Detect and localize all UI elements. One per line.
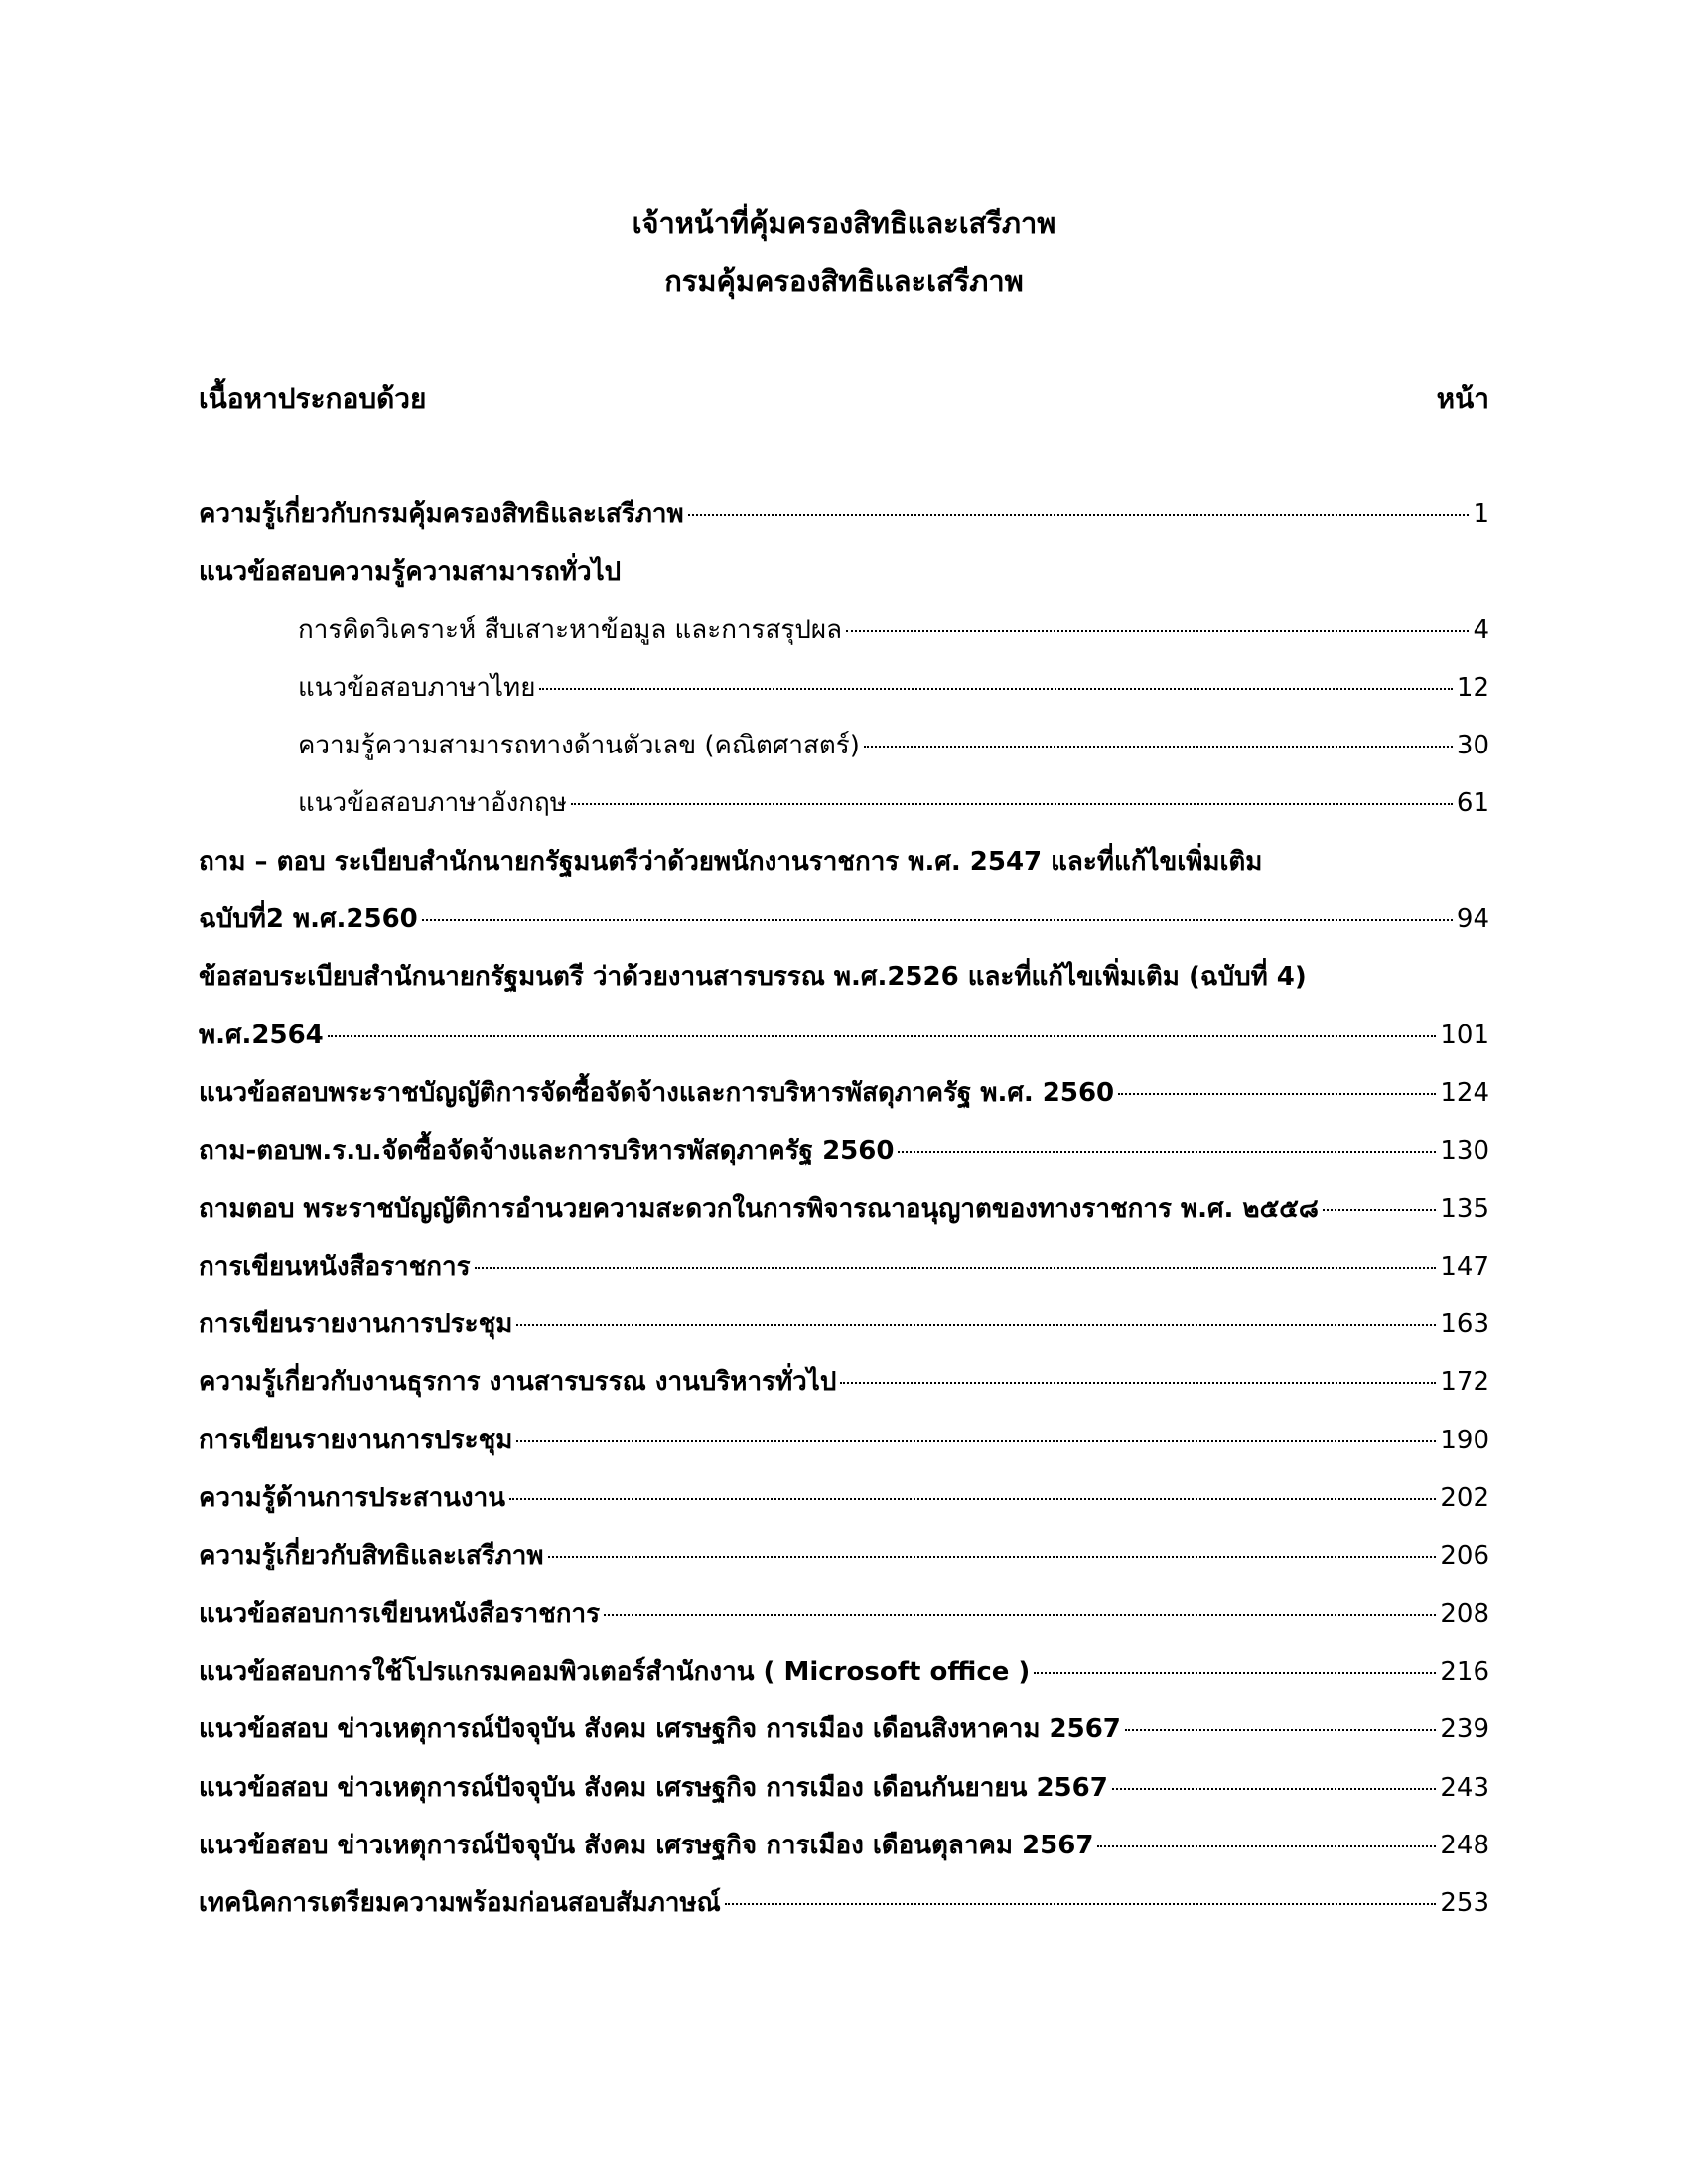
dot-leader (475, 1267, 1437, 1269)
toc-entry[interactable] (199, 611, 1489, 668)
toc-entry-label: ความรู้เกี่ยวกับงานธุรการ งานสารบรรณ งานบริหารทั่วไป (199, 1367, 837, 1398)
toc-entry-label: แนวข้อสอบพระราชบัญญัติการจัดซื้อจัดจ้างและการบริหารพัสดุภาครัฐ พ.ศ. 2560 (199, 1077, 1115, 1108)
toc-entry[interactable] (199, 1594, 1489, 1652)
toc-entry-label: การเขียนหนังสือราชการ (199, 1251, 471, 1282)
toc-entry-page-number: 101 (1440, 1020, 1489, 1050)
toc-entry-page-number: 243 (1440, 1772, 1489, 1803)
toc-entry-page-number: 190 (1440, 1425, 1489, 1455)
toc-entry-label: การเขียนรายงานการประชุม (199, 1309, 513, 1340)
toc-entry-label: ความรู้เกี่ยวกับสิทธิและเสรีภาพ (199, 1541, 544, 1571)
toc-entry-label: ความรู้เกี่ยวกับกรมคุ้มครองสิทธิและเสรีภาพ (199, 499, 684, 529)
dot-leader (1112, 1788, 1437, 1790)
table-of-contents (199, 494, 1489, 1941)
toc-entry-page-number: 130 (1440, 1136, 1489, 1166)
toc-entry-page-number: 94 (1456, 904, 1489, 935)
toc-entry[interactable] (199, 1073, 1489, 1131)
dot-leader (1097, 1845, 1436, 1847)
toc-entry-label: เทคนิคการเตรียมความพร้อมก่อนสอบสัมภาษณ์ (199, 1888, 721, 1919)
dot-leader (571, 803, 1453, 805)
toc-entry-label: ถาม-ตอบพ.ร.บ.จัดซื้อจัดจ้างและการบริหารพัสดุภาครัฐ 2560 (199, 1136, 895, 1166)
toc-entry-label: พ.ศ.2564 (199, 1020, 324, 1050)
toc-entry-label: แนวข้อสอบการเขียนหนังสือราชการ (199, 1598, 601, 1629)
toc-entry-page-number: 12 (1456, 672, 1489, 703)
toc-entry-label: แนวข้อสอบการใช้โปรแกรมคอมพิวเตอร์สำนักงาน ( Microsoft office ) (199, 1656, 1031, 1687)
toc-entry-page-number: 208 (1440, 1598, 1489, 1629)
toc-entry[interactable] (199, 1826, 1489, 1883)
toc-entry[interactable] (199, 842, 1489, 899)
dot-leader (1034, 1672, 1436, 1674)
toc-entry[interactable] (199, 899, 1489, 957)
toc-entry[interactable] (199, 1421, 1489, 1478)
toc-entry[interactable] (199, 957, 1489, 1015)
dot-leader (548, 1556, 1437, 1558)
toc-entry[interactable] (199, 1304, 1489, 1362)
document-subtitle: กรมคุ้มครองสิทธิและเสรีภาพ (664, 264, 1024, 298)
toc-entry-page-number: 1 (1473, 499, 1489, 529)
dot-leader (840, 1382, 1436, 1384)
toc-entry[interactable] (199, 1709, 1489, 1767)
toc-entry[interactable] (199, 1247, 1489, 1304)
toc-entry-label: แนวข้อสอบความรู้ความสามารถทั่วไป (199, 557, 622, 588)
toc-entry-page-number: 239 (1440, 1714, 1489, 1745)
toc-entry-label: ความรู้ด้านการประสานงาน (199, 1483, 506, 1514)
dot-leader (516, 1324, 1436, 1326)
toc-entry[interactable] (199, 1768, 1489, 1826)
toc-entry[interactable] (199, 1189, 1489, 1247)
dot-leader (516, 1440, 1436, 1442)
toc-entry[interactable] (199, 783, 1489, 841)
toc-entry-page-number: 61 (1456, 788, 1489, 819)
toc-entry-page-number: 4 (1473, 614, 1489, 645)
dot-leader (509, 1498, 1436, 1500)
toc-entry-label: แนวข้อสอบภาษาอังกฤษ (298, 788, 567, 819)
toc-entry-label: ข้อสอบระเบียบสำนักนายกรัฐมนตรี ว่าด้วยงานสารบรรณ พ.ศ.2526 และที่แก้ไขเพิ่มเติม (ฉบับที่ 4) (199, 962, 1307, 993)
dot-leader (898, 1151, 1436, 1153)
dot-leader (328, 1035, 1437, 1037)
toc-entry[interactable] (199, 1652, 1489, 1709)
toc-entry-label: ถาม – ตอบ ระเบียบสำนักนายกรัฐมนตรีว่าด้วยพนักงานราชการ พ.ศ. 2547 และที่แก้ไขเพิ่มเติม (199, 846, 1263, 877)
toc-entry-label: การเขียนรายงานการประชุม (199, 1425, 513, 1455)
toc-entry-label: แนวข้อสอบ ข่าวเหตุการณ์ปัจจุบัน สังคม เศรษฐกิจ การเมือง เดือนสิงหาคาม 2567 (199, 1714, 1121, 1745)
toc-entry-page-number: 30 (1456, 731, 1489, 761)
dot-leader (1118, 1093, 1436, 1095)
toc-entry[interactable] (199, 1362, 1489, 1420)
contents-heading: เนื้อหาประกอบด้วย (199, 382, 427, 415)
toc-entry-page-number: 206 (1440, 1541, 1489, 1571)
toc-entry[interactable] (199, 1478, 1489, 1536)
toc-entry-page-number: 202 (1440, 1483, 1489, 1514)
toc-entry-page-number: 253 (1440, 1888, 1489, 1919)
toc-entry-label: แนวข้อสอบ ข่าวเหตุการณ์ปัจจุบัน สังคม เศรษฐกิจ การเมือง เดือนกันยายน 2567 (199, 1772, 1108, 1803)
toc-entry[interactable] (199, 1016, 1489, 1073)
toc-entry-label: แนวข้อสอบ ข่าวเหตุการณ์ปัจจุบัน สังคม เศรษฐกิจ การเมือง เดือนตุลาคม 2567 (199, 1830, 1094, 1860)
dot-leader (688, 514, 1470, 516)
toc-entry-page-number: 147 (1440, 1251, 1489, 1282)
toc-entry[interactable] (199, 726, 1489, 783)
toc-entry-label: การคิดวิเคราะห์ สืบเสาะหาข้อมูล และการสรุปผล (298, 614, 843, 645)
toc-entry-label: ความรู้ความสามารถทางด้านตัวเลข (คณิตศาสตร์) (298, 731, 860, 761)
toc-entry[interactable] (199, 552, 1489, 610)
toc-entry-page-number: 216 (1440, 1656, 1489, 1687)
dot-leader (422, 919, 1453, 921)
toc-entry[interactable] (199, 1536, 1489, 1593)
dot-leader (1323, 1209, 1436, 1211)
document-title: เจ้าหน้าที่คุ้มครองสิทธิและเสรีภาพ (632, 206, 1056, 240)
toc-entry-label: ฉบับที่2 พ.ศ.2560 (199, 904, 418, 935)
toc-entry-page-number: 172 (1440, 1367, 1489, 1398)
toc-entry-label: แนวข้อสอบภาษาไทย (298, 672, 536, 703)
toc-entry[interactable] (199, 494, 1489, 552)
toc-entry[interactable] (199, 1883, 1489, 1941)
toc-entry[interactable] (199, 1131, 1489, 1188)
toc-entry-page-number: 124 (1440, 1077, 1489, 1108)
dot-leader (604, 1614, 1436, 1616)
dot-leader (864, 746, 1453, 748)
toc-entry-page-number: 163 (1440, 1309, 1489, 1340)
toc-entry-label: ถามตอบ พระราชบัญญัติการอำนวยความสะดวกในการพิจารณาอนุญาตของทางราชการ พ.ศ. ๒๕๕๘ (199, 1193, 1319, 1224)
toc-entry-page-number: 135 (1440, 1193, 1489, 1224)
dot-leader (725, 1903, 1437, 1905)
dot-leader (846, 630, 1469, 632)
page-heading: หน้า (1436, 382, 1489, 415)
dot-leader (1125, 1729, 1436, 1731)
toc-entry-page-number: 248 (1440, 1830, 1489, 1860)
toc-entry[interactable] (199, 668, 1489, 726)
dot-leader (539, 688, 1452, 690)
